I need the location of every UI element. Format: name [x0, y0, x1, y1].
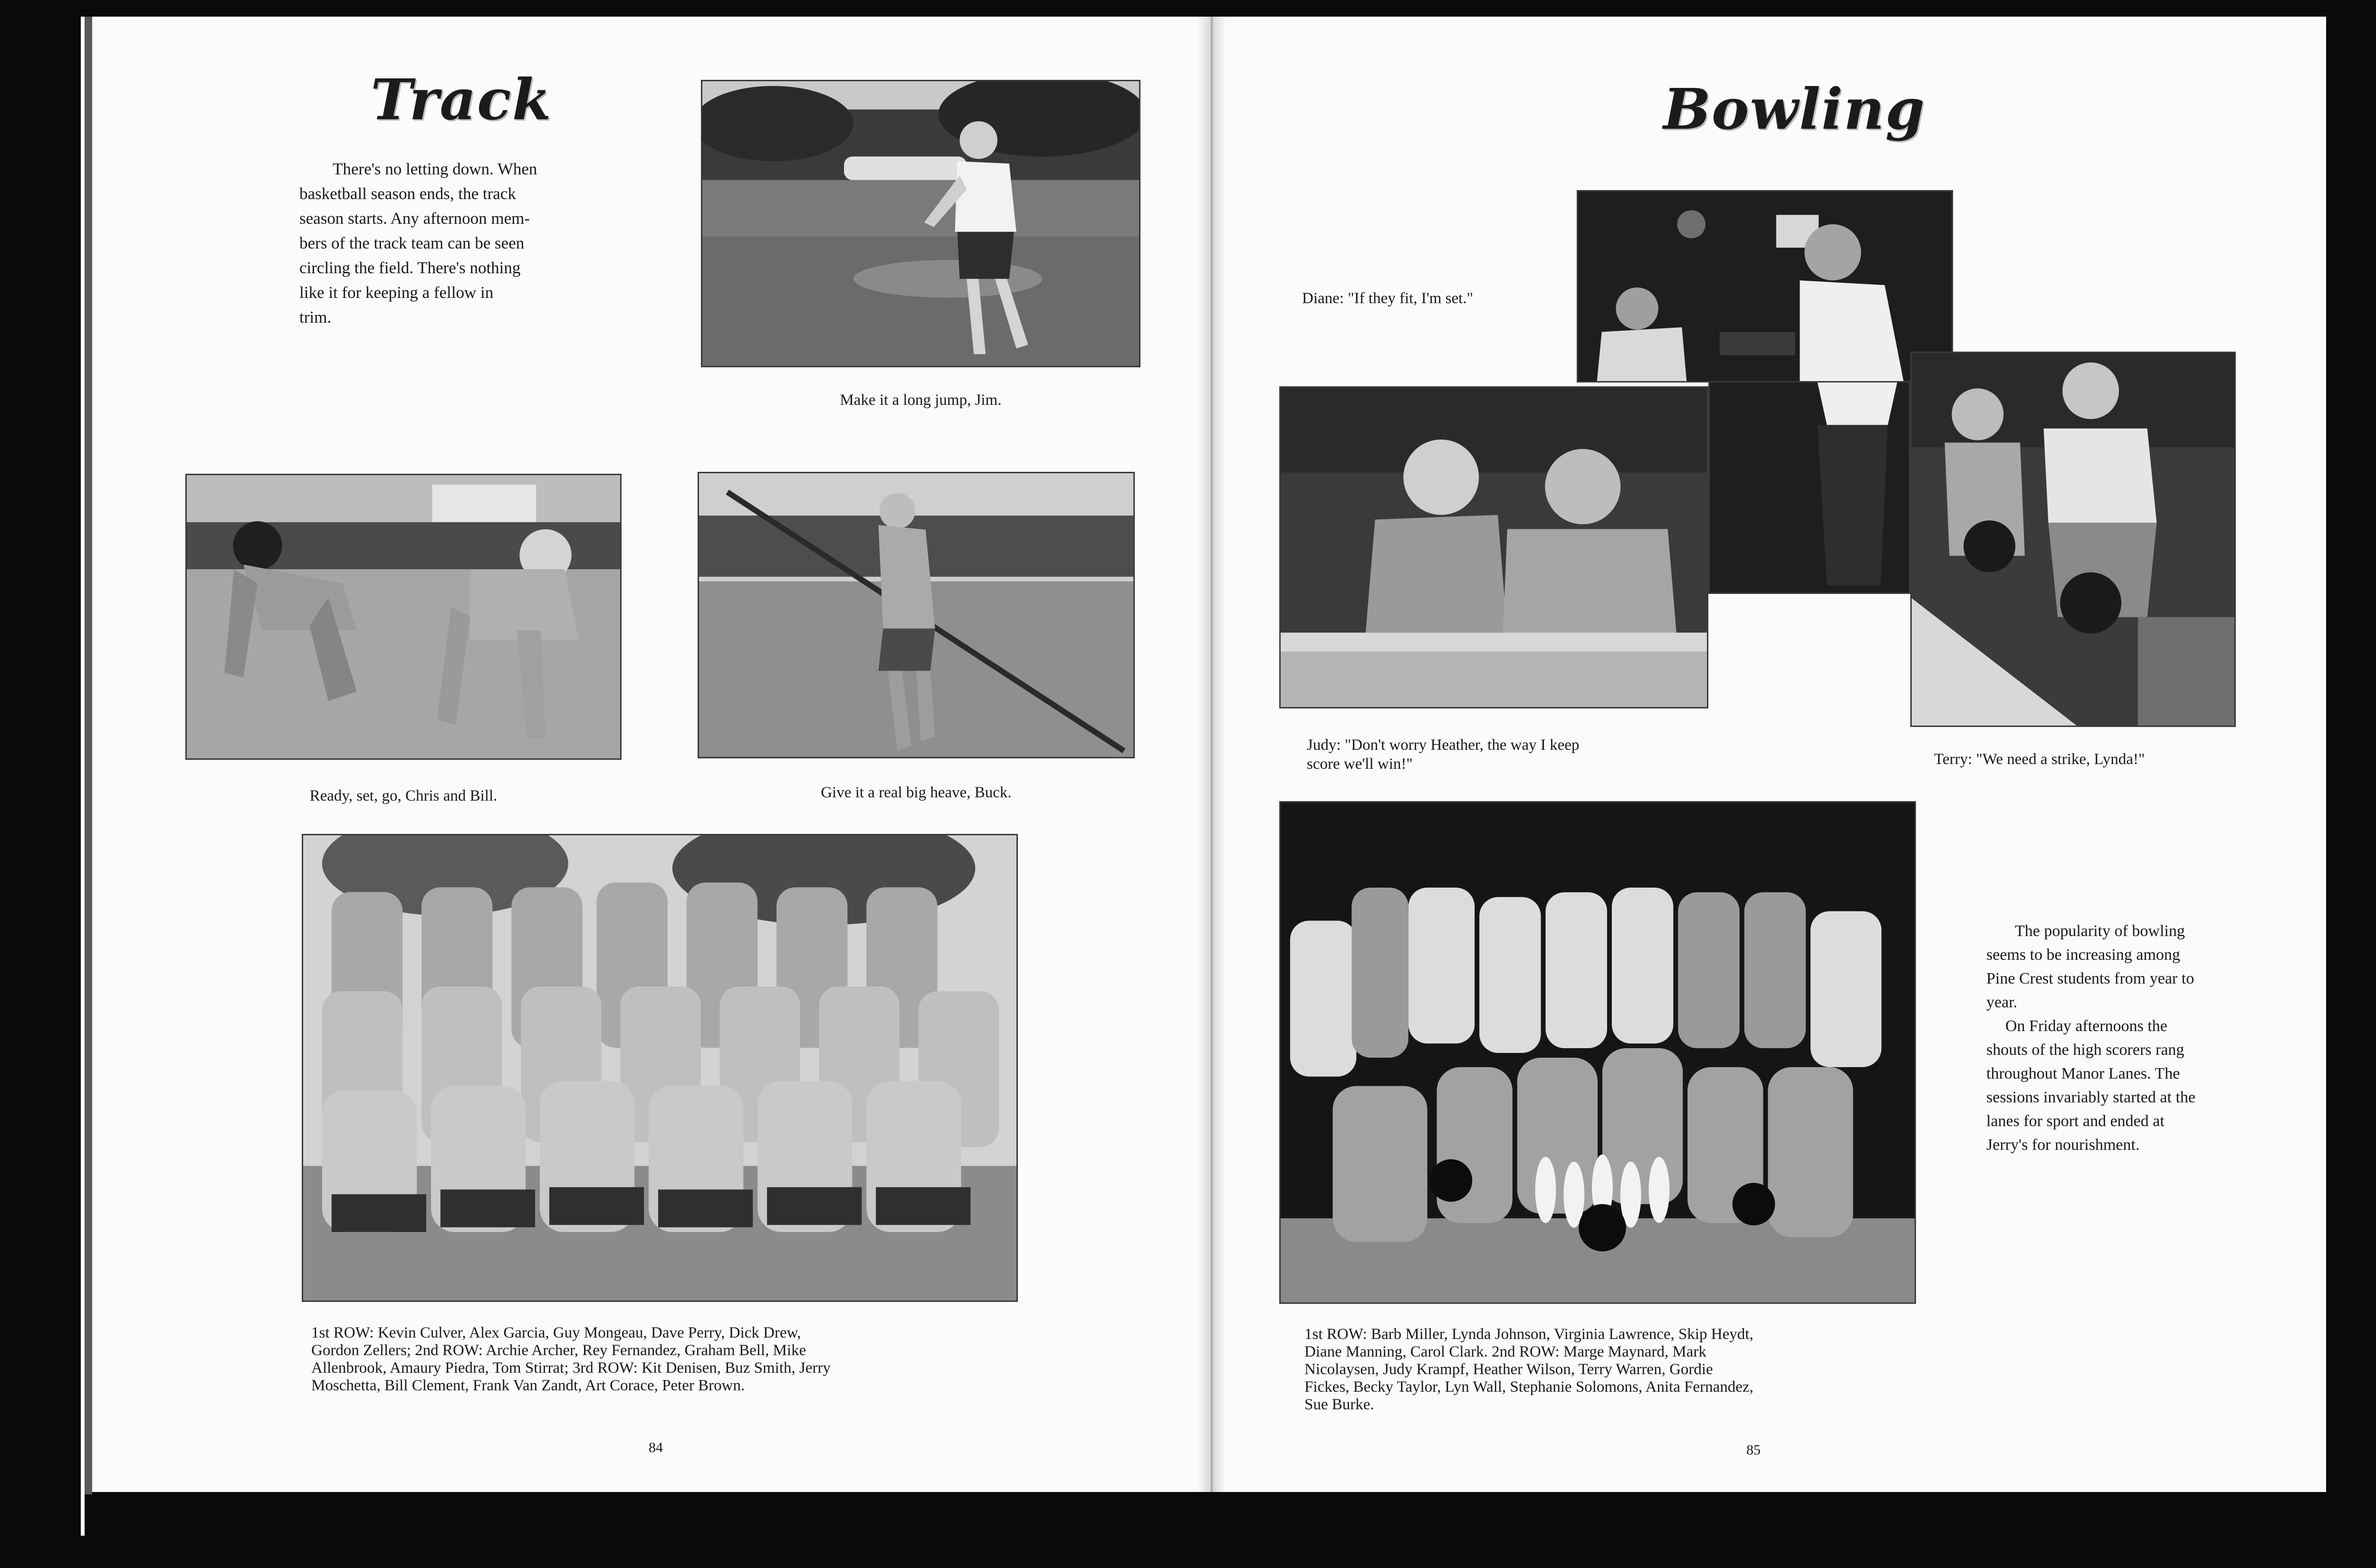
intro-line: bers of the track team can be seen — [299, 234, 525, 252]
track-team-names — [311, 1324, 1053, 1395]
book-gutter — [1198, 17, 1226, 1494]
names-line: Sue Burke. — [1304, 1396, 1374, 1413]
photo-track-team — [302, 834, 1018, 1302]
story-line: Jerry's for nourishment. — [1986, 1136, 2140, 1154]
story-line: On Friday afternoons the — [2005, 1017, 2167, 1035]
top-frame — [0, 0, 2376, 17]
photo-judy-heather — [1279, 386, 1708, 708]
caption-diane: Diane: "If they fit, I'm set." — [1302, 290, 1474, 307]
bowling-story — [1986, 919, 2281, 1157]
left-frame — [0, 0, 81, 1568]
caption-judy-line: score we'll win!" — [1307, 755, 1413, 773]
story-line: throughout Manor Lanes. The — [1986, 1065, 2180, 1082]
names-line: Allenbrook, Amaury Piedra, Tom Stirrat; 3rd ROW: Kit Denisen, Buz Smith, Jerry — [311, 1359, 831, 1377]
story-line: year. — [1986, 994, 2018, 1011]
names-line: Nicolaysen, Judy Krampf, Heather Wilson, Terry Warren, Gordie — [1304, 1361, 1713, 1378]
photo-diane — [1577, 190, 1953, 382]
intro-line: circling the field. There's nothing — [299, 258, 521, 277]
story-line: sessions invariably started at the — [1986, 1089, 2196, 1106]
story-line: Pine Crest students from year to — [1986, 970, 2194, 987]
page-number-left: 84 — [649, 1440, 663, 1455]
story-line: seems to be increasing among — [1986, 946, 2180, 964]
caption-terry: Terry: "We need a strike, Lynda!" — [1934, 751, 2145, 768]
names-line: Gordon Zellers; 2nd ROW: Archie Archer, Rey Fernandez, Graham Bell, Mike — [311, 1342, 806, 1359]
intro-line: trim. — [299, 308, 332, 326]
photo-starting-line — [185, 474, 622, 760]
lower-shadow — [85, 1492, 2326, 1537]
story-line: shouts of the high scorers rang — [1986, 1041, 2184, 1059]
photo-bowling-team — [1279, 801, 1916, 1304]
track-intro — [299, 157, 623, 330]
intro-line: season starts. Any afternoon mem- — [299, 209, 530, 228]
bowling-team-names — [1304, 1326, 1922, 1414]
photo-terry-lynda — [1910, 352, 2236, 727]
right-frame — [2326, 0, 2376, 1568]
caption-judy-line: Judy: "Don't worry Heather, the way I keep — [1307, 736, 1580, 754]
intro-line: like it for keeping a fellow in — [299, 283, 494, 302]
photo-long-jump — [701, 80, 1140, 367]
names-line: 1st ROW: Kevin Culver, Alex Garcia, Guy Mongeau, Dave Perry, Dick Drew, — [311, 1324, 801, 1341]
caption-starting-line: Ready, set, go, Chris and Bill. — [309, 787, 498, 804]
page-number-right: 85 — [1746, 1442, 1761, 1458]
page-title-bowling: Bowling — [1663, 76, 1926, 142]
intro-line: There's no letting down. When — [333, 160, 537, 178]
caption-judy — [1307, 736, 1715, 774]
photo-diane-lower — [1708, 382, 1910, 594]
names-line: Fickes, Becky Taylor, Lyn Wall, Stephanie Solomons, Anita Fernandez, — [1304, 1378, 1753, 1396]
bottom-frame — [0, 1536, 2376, 1568]
caption-long-jump: Make it a long jump, Jim. — [840, 392, 1002, 409]
caption-javelin: Give it a real big heave, Buck. — [821, 784, 1012, 801]
names-line: 1st ROW: Barb Miller, Lynda Johnson, Virginia Lawrence, Skip Heydt, — [1304, 1326, 1753, 1343]
page-title-track: Track — [371, 67, 552, 133]
photo-javelin — [698, 472, 1135, 758]
story-line: lanes for sport and ended at — [1986, 1112, 2165, 1130]
names-line: Moschetta, Bill Clement, Frank Van Zandt, Art Corace, Peter Brown. — [311, 1377, 745, 1394]
names-line: Diane Manning, Carol Clark. 2nd ROW: Marge Maynard, Mark — [1304, 1343, 1706, 1360]
left-page-edge — [85, 17, 92, 1494]
intro-line: basketball season ends, the track — [299, 184, 516, 203]
story-line: The popularity of bowling — [2015, 922, 2185, 940]
